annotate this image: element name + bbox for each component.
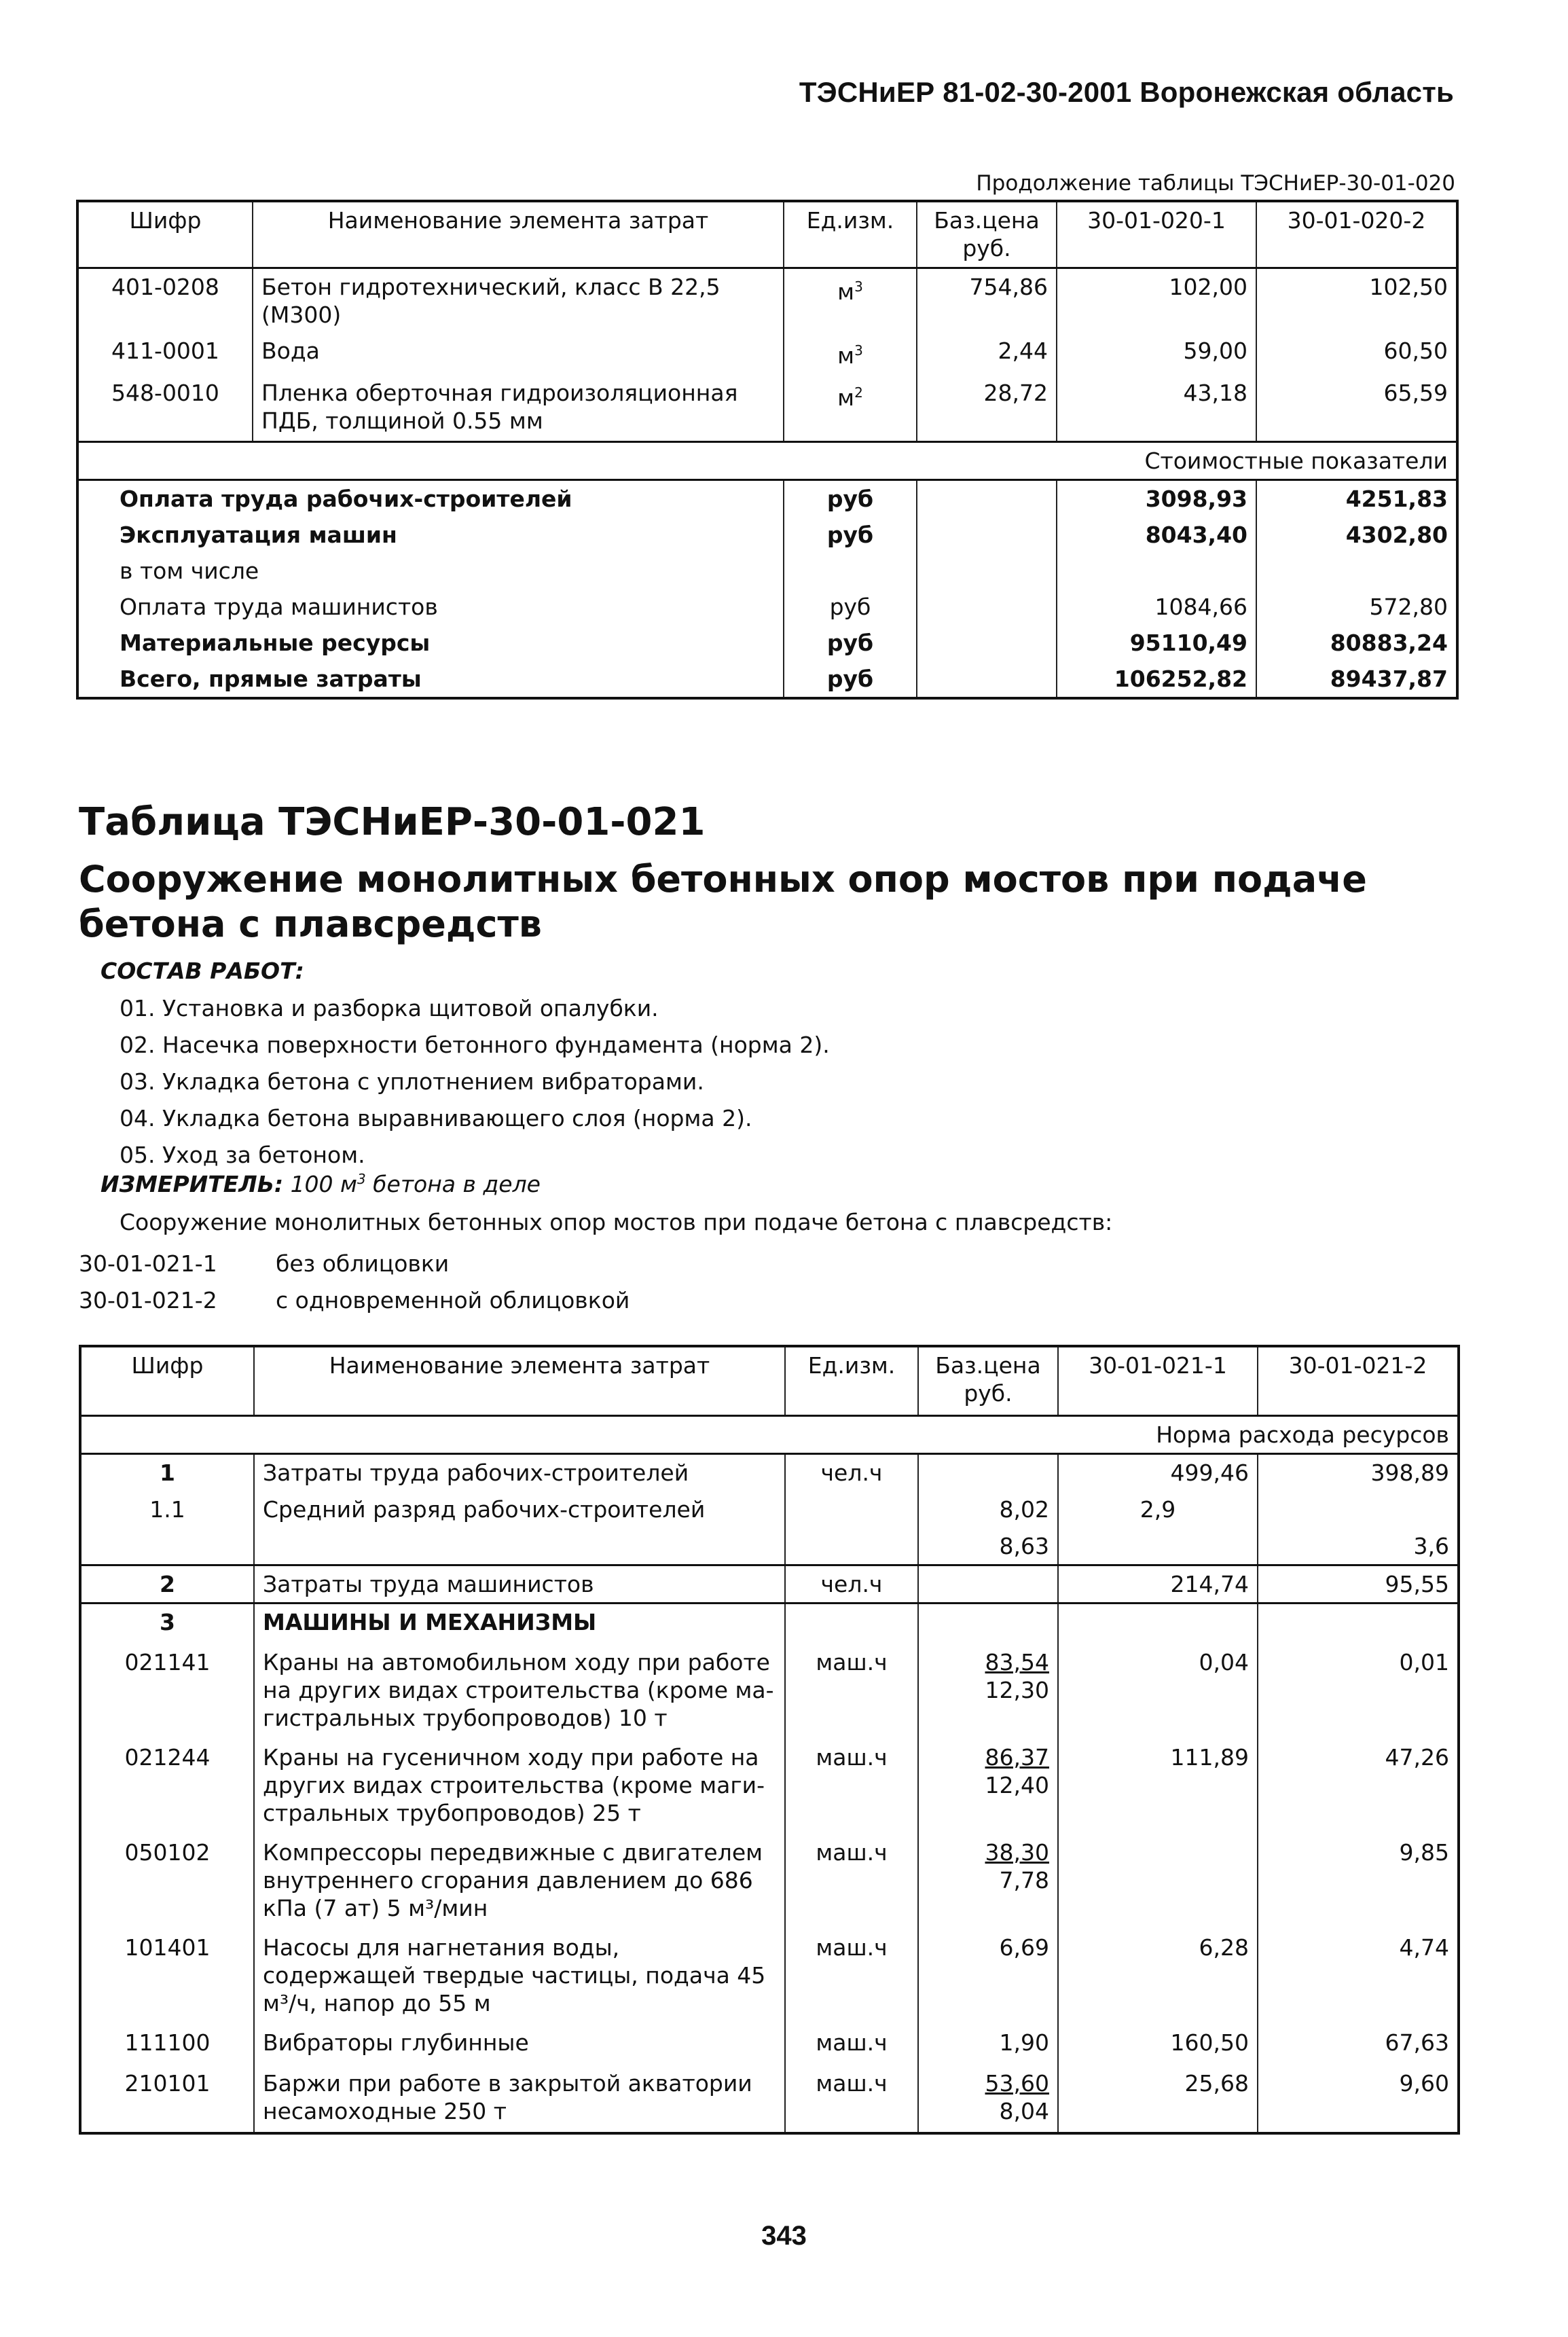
variant-text: с одновременной облицовкой (276, 1287, 630, 1314)
row-value-1: 6,28 (1058, 1930, 1258, 2025)
row-code: 111100 (124, 2029, 211, 2056)
cost-unit: руб (784, 589, 917, 625)
row-name: МАШИНЫ И МЕХАНИЗМЫ (254, 1604, 785, 1644)
table-header-row (77, 201, 1457, 268)
row-value-2: 95,55 (1258, 1565, 1459, 1604)
row-price: 6,69 (918, 1930, 1058, 2025)
cost-value-1: 106252,82 (1057, 661, 1256, 698)
row-price: 83,54 12,30 (918, 1644, 1058, 1739)
cost-row (77, 479, 1457, 517)
row-price: 754,86 (917, 268, 1057, 333)
row-value-2: 47,26 (1258, 1739, 1459, 1834)
row-name: Бетон гидротехнический, класс В 22,5 (М300) (253, 268, 784, 333)
row-value-1: 25,68 (1058, 2065, 1258, 2133)
cost-unit (784, 553, 917, 589)
row-price: 1,90 (918, 2025, 1058, 2065)
work-item: 05. Уход за бетоном. (120, 1142, 365, 1168)
row-value-2: 102,50 (1256, 268, 1457, 333)
row-value-1: 214,74 (1058, 1565, 1258, 1604)
row-code: 210101 (124, 2069, 211, 2097)
row-value-1: 0,04 (1058, 1644, 1258, 1739)
table-title: Таблица ТЭСНиЕР-30-01-021 (79, 800, 706, 844)
row-value-2: 65,59 (1256, 375, 1457, 441)
variant-list (79, 1246, 630, 1319)
row-unit: $м^3$ (784, 333, 917, 375)
row-value-1: 499,46 (1058, 1453, 1258, 1491)
row-price: 8,02 (918, 1491, 1058, 1528)
row-code: 411-0001 (111, 338, 219, 364)
row-value-1: 102,00 (1057, 268, 1256, 333)
row-name: Затраты труда рабочих-строителей (254, 1453, 785, 1491)
table-row (80, 1604, 1459, 1644)
section-label: Стоимостные показатели (77, 441, 1457, 479)
header-col2: 30-01-021-2 (1258, 1346, 1459, 1415)
machine-row (80, 2065, 1459, 2133)
cost-row (77, 517, 1457, 553)
cost-name: Оплата труда рабочих-строителей (120, 485, 572, 512)
cost-unit: руб (784, 661, 917, 698)
work-item: 02. Насечка поверхности бетонного фундамента (норма 2). (120, 1032, 830, 1058)
cost-name: в том числе (120, 557, 259, 584)
cost-value-2: 4251,83 (1256, 479, 1457, 517)
cost-row (77, 589, 1457, 625)
row-price: 8,63 (918, 1528, 1058, 1565)
header-col1: 30-01-021-1 (1058, 1346, 1258, 1415)
header-price: Баз.цена руб. (917, 201, 1057, 268)
row-value-2: 398,89 (1258, 1453, 1459, 1491)
table-continuation-caption: Продолжение таблицы ТЭСНиЕР-30-01-020 (976, 171, 1455, 196)
work-item: 04. Укладка бетона выравнивающего слоя (норма 2). (120, 1105, 752, 1131)
cost-row (77, 625, 1457, 661)
cost-value-2: 4302,80 (1256, 517, 1457, 553)
cost-value-1 (1057, 553, 1256, 589)
row-value-1: 160,50 (1058, 2025, 1258, 2065)
cost-row (77, 553, 1457, 589)
variant-item (79, 1246, 630, 1282)
row-value-1 (1058, 1834, 1258, 1930)
row-value-2: 0,01 (1258, 1644, 1459, 1739)
machine-row (80, 1930, 1459, 2025)
work-item: 03. Укладка бетона с уплотнением вибраторами. (120, 1068, 704, 1095)
row-price: 2,44 (917, 333, 1057, 375)
row-code: 101401 (124, 1934, 211, 1961)
resource-table-020 (76, 200, 1459, 700)
resource-table-021 (79, 1345, 1460, 2135)
cost-unit: руб (784, 517, 917, 553)
meter-label: ИЗМЕРИТЕЛЬ: (101, 1171, 284, 1197)
cost-unit: руб (784, 625, 917, 661)
machine-row (80, 1644, 1459, 1739)
variant-text: без облицовки (276, 1250, 450, 1277)
row-name: Краны на автомобильном ходу при работе на других видах строительства (кроме ма-гистральных трубопроводов) 10 т (254, 1644, 785, 1739)
header-col2: 30-01-020-2 (1256, 201, 1457, 268)
cost-value-1: 8043,40 (1057, 517, 1256, 553)
row-unit: маш.ч (785, 1739, 918, 1834)
page-number: 343 (761, 2221, 807, 2251)
row-unit: маш.ч (785, 1930, 918, 2025)
cost-value-1: 1084,66 (1057, 589, 1256, 625)
header-code: Шифр (80, 1346, 254, 1415)
table-row (80, 1565, 1459, 1604)
works-label: СОСТАВ РАБОТ: (101, 958, 304, 984)
row-value-1: 43,18 (1057, 375, 1256, 441)
row-name: Вода (253, 333, 784, 375)
row-name: Насосы для нагнетания воды, содержащей твердые частицы, подача 45 м³/ч, напор до 55 м (254, 1930, 785, 2025)
cost-value-2: 80883,24 (1256, 625, 1457, 661)
row-price: 86,37 12,40 (918, 1739, 1058, 1834)
cost-name: Материальные ресурсы (120, 629, 431, 656)
table-row (77, 268, 1457, 333)
table-row (77, 333, 1457, 375)
cost-name: Оплата труда машинистов (120, 593, 438, 620)
row-code: 021141 (124, 1648, 211, 1675)
row-name: Компрессоры передвижные с двигателем внутреннего сгорания давлением до 686 кПа (7 ат) 5 м³/мин (254, 1834, 785, 1930)
row-name: Баржи при работе в закрытой акватории несамоходные 250 т (254, 2065, 785, 2133)
work-item: 01. Установка и разборка щитовой опалубки. (120, 995, 659, 1021)
variant-code: 30-01-021-2 (79, 1287, 217, 1314)
header-unit: Ед.изм. (785, 1346, 918, 1415)
cost-name: Всего, прямые затраты (120, 665, 422, 692)
cost-row (77, 661, 1457, 698)
cost-value-2: 89437,87 (1256, 661, 1457, 698)
row-name: Затраты труда машинистов (254, 1565, 785, 1604)
cost-value-1: 95110,49 (1057, 625, 1256, 661)
row-code: 3 (160, 1609, 175, 1635)
row-unit: маш.ч (785, 2025, 918, 2065)
row-name: Пленка оберточная гидроизоляционная ПДБ, толщиной 0.55 мм (253, 375, 784, 441)
table-header-row (80, 1346, 1459, 1415)
row-unit: маш.ч (785, 1644, 918, 1739)
row-code: 401-0208 (111, 273, 219, 300)
machine-row (80, 2025, 1459, 2065)
row-unit: $м^3$ (784, 268, 917, 333)
header-col1: 30-01-020-1 (1057, 201, 1256, 268)
row-unit: маш.ч (785, 1834, 918, 1930)
section-label-row (77, 441, 1457, 479)
header-name: Наименование элемента затрат (254, 1346, 785, 1415)
section-label-row (80, 1415, 1459, 1453)
row-value-2: 4,74 (1258, 1930, 1459, 2025)
row-code: 548-0010 (111, 380, 219, 406)
cost-name: Эксплуатация машин (120, 521, 397, 548)
variant-item (79, 1282, 630, 1319)
row-unit: $м^2$ (784, 375, 917, 441)
row-unit: чел.ч (785, 1453, 918, 1491)
cost-value-2: 572,80 (1256, 589, 1457, 625)
works-list (120, 990, 830, 1174)
row-price: 38,30 7,78 (918, 1834, 1058, 1930)
row-value-1: 2,9 (1058, 1491, 1258, 1528)
row-code: 2 (80, 1565, 254, 1604)
row-value-1: 59,00 (1057, 333, 1256, 375)
meter-sup: 3 (357, 1171, 366, 1187)
row-code: 050102 (124, 1838, 211, 1866)
row-unit: маш.ч (785, 2065, 918, 2133)
machine-row (80, 1834, 1459, 1930)
meter-tail: бетона в деле (365, 1171, 541, 1197)
row-name: Краны на гусеничном ходу при работе на других видах строительства (кроме маги-стральных трубопроводов) 25 т (254, 1739, 785, 1834)
section-label: Норма расхода ресурсов (80, 1415, 1459, 1453)
table-row (80, 1491, 1459, 1528)
row-value-2: 9,60 (1258, 2065, 1459, 2133)
header-price: Баз.цена руб. (918, 1346, 1058, 1415)
row-value-2: 9,85 (1258, 1834, 1459, 1930)
header-unit: Ед.изм. (784, 201, 917, 268)
table-row (77, 375, 1457, 441)
row-price: 28,72 (917, 375, 1057, 441)
row-value-2: 67,63 (1258, 2025, 1459, 2065)
description: Сооружение монолитных бетонных опор мостов при подаче бетона с плавсредств: (120, 1209, 1113, 1235)
table-subtitle: Сооружение монолитных бетонных опор мостов при подаче бетона с плавсредств (79, 858, 1367, 945)
running-head: ТЭСНиЕР 81-02-30-2001 Воронежская область (799, 76, 1454, 108)
header-code: Шифр (77, 201, 253, 268)
meter-value: 100 м (290, 1171, 357, 1197)
row-code: 021244 (124, 1743, 211, 1771)
row-value-1: 111,89 (1058, 1739, 1258, 1834)
row-value-2: 60,50 (1256, 333, 1457, 375)
row-name: Средний разряд рабочих-строителей (254, 1491, 785, 1528)
row-unit: чел.ч (785, 1565, 918, 1604)
variant-code: 30-01-021-1 (79, 1250, 217, 1277)
row-code: 1.1 (149, 1496, 185, 1523)
header-name: Наименование элемента затрат (253, 201, 784, 268)
cost-value-1: 3098,93 (1057, 479, 1256, 517)
machine-row (80, 1739, 1459, 1834)
row-name: Вибраторы глубинные (254, 2025, 785, 2065)
row-value-2: 3,6 (1258, 1528, 1459, 1565)
row-price: 53,60 8,04 (918, 2065, 1058, 2133)
row-code: 1 (160, 1459, 175, 1486)
cost-unit: руб (784, 479, 917, 517)
cost-value-2 (1256, 553, 1457, 589)
meter-line (101, 1171, 541, 1197)
table-row (80, 1453, 1459, 1491)
table-row (80, 1528, 1459, 1565)
